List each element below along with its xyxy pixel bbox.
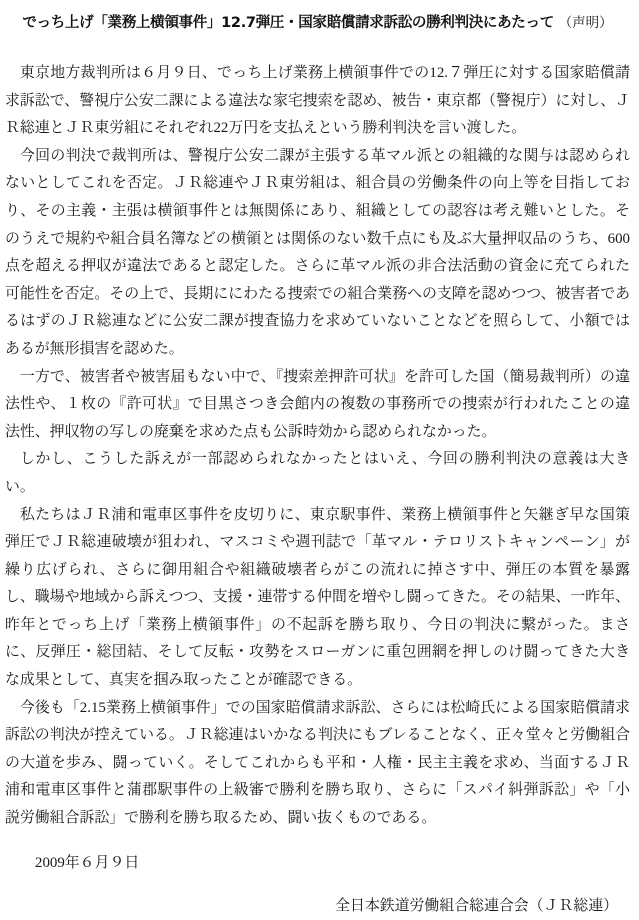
- paragraph-rejected-claims: 一方で、被害者や被害届もない中で、『捜索差押許可状』を許可した国（簡易裁判所）の違法性や、１枚の『許可状』で目黒さつき会館内の複数の事務所での捜索が行われたことの違法性、押収物の写しの廃棄を求めた点も公訴時効から認められなかった。: [5, 368, 630, 440]
- document-date: 2009年６月９日: [35, 854, 140, 871]
- document-body: [5, 60, 630, 833]
- paragraph-court-findings: 今回の判決で裁判所は、警視庁公安二課が主張する革マル派との組織的な関与は認められないとしてこれを否定。ＪＲ総連やＪＲ東労組は、組合員の労働条件の向上等を目指しており、その主義・主張は横領事件とは無関係にあり、組織としての認容は考え難いとした。そのうえで規約や組合員名簿などの横領とは関係のない数千点にも及ぶ大量押収品のうち、600点を超える押収が違法であると認定した。さらに革マル派の非合法活動の資金に充てられた可能性を否定。その上で、長期ににわたる捜索での組合業務への支障を認めつつ、被害者であるはずのＪＲ総連などに公安二課が捜査協力を求めていないことなどを照らして、小額ではあるが無形損害を認めた。: [5, 147, 630, 357]
- document-signature: 全日本鉄道労働組合総連合会（ＪＲ総連）: [335, 897, 618, 914]
- paragraph-significance: しかし、こうした訴えが一部認められなかったとはいえ、今回の勝利判決の意義は大きい。: [5, 451, 630, 495]
- document-title-text: でっち上げ「業務上横領事件」12.7弾圧・国家賠償請求訴訟の勝利判決にあたって: [22, 15, 554, 31]
- paragraph-struggle-history: 私たちはＪＲ浦和電車区事件を皮切りに、東京駅事件、業務上横領事件と矢継ぎ早な国策弾圧でＪＲ総連破壊が狙われ、マスコミや週刊誌で「革マル・テロリストキャンペーン」が繰り広げられ、さらに御用組合や組織破壊者らがこの流れに掉さす中、弾圧の本質を暴露し、職場や地域から訴えつつ、支援・連帯する仲間を増やし闘ってきた。その結果、一昨年、昨年とでっち上げ「業務上横領事件」の不起訴を勝ち取り、今日の判決に繋がった。まさに、反弾圧・総団結、そして反転・攻勢をスローガンに重包囲網を押しのけ闘ってきた大きな成果として、真実を掴み取ったことが確認できる。: [5, 506, 630, 689]
- paragraph-future-pledge: 今後も「2.15業務上横領事件」での国家賠償請求訴訟、さらには松崎氏による国家賠償請求訴訟の判決が控えている。ＪＲ総連はいかなる判決にもブレることなく、正々堂々と労働組合の大道を歩み、闘っていく。そしてこれからも平和・人権・民主主義を求め、当面するＪＲ浦和電車区事件と蒲郡駅事件の上級審で勝利を勝ち取り、さらに「スパイ糾弾訴訟」や「小説労働組合訴訟」で勝利を勝ち取るため、闘い抜くものである。: [5, 699, 630, 827]
- paragraph-judgment-summary: 東京地方裁判所は６月９日、でっち上げ業務上横領事件での12.７弾圧に対する国家賠償請求訴訟で、警視庁公安二課による違法な家宅捜索を認め、被告・東京都（警視庁）に対し、ＪＲ総連とＪＲ東労組にそれぞれ22万円を支払えという勝利判決を言い渡した。: [5, 65, 630, 137]
- document-title: [5, 13, 630, 33]
- document-title-suffix: （声明）: [558, 15, 613, 30]
